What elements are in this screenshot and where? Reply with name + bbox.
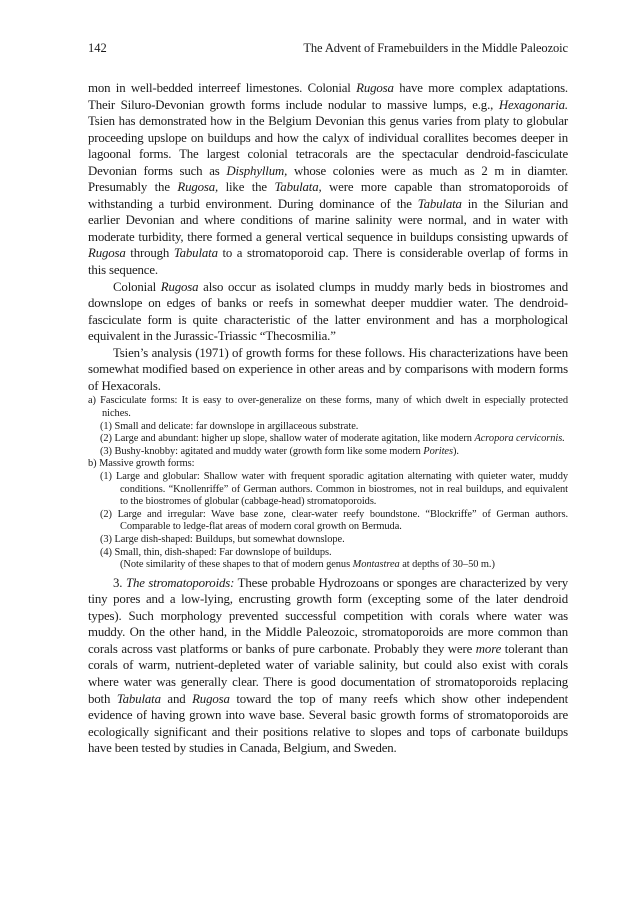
list-item-small-delicate: (1) Small and delicate: far downslope in argillaceous substrate. (100, 420, 359, 432)
list-note-montastrea (88, 559, 568, 572)
text-run: at depths of 30–50 m.) (399, 559, 495, 571)
main-text (88, 80, 568, 757)
taxon-name: Hexagonaria. (498, 97, 568, 112)
text-run: ). (452, 445, 459, 457)
list-item-fasciculate: a) Fasciculate forms: It is easy to over-generalize on these forms, many of which dwelt in especially protected niches. (88, 395, 568, 419)
text-run: Tsien has demonstrated how in the Belgium Devonian this genus varies from platy to globular proceeding upslope on buildups and how the calyx of individual corallites becomes deeper in lagoonal forms. The largest colonial tetracorals are the spectacular dendroid-fasciculate Devonian forms such as (88, 114, 568, 178)
growth-form-list (88, 395, 568, 571)
paragraph-rugosa-growth-forms (88, 80, 568, 279)
page-number: 142 (88, 41, 107, 55)
paragraph-colonial-rugosa (88, 279, 568, 345)
paragraph-tsien-analysis: Tsien’s analysis (1971) of growth forms for these follows. His characterizations have been somewhat modified based on experience in other areas and by comparisons with modern forms of Hexacorals. (88, 345, 568, 393)
text-run: These probable Hydrozoans or sponges are characterized by very tiny pores and a low-lying, encrusting growth form (excepting some of the later dendroid types). Such morphology prevented successful competition with corals where water was muddy. On the other hand, in the Middle Paleozoic, stromatoporoids are more common than corals across vast platforms or banks of pure carbonate. Probably they were (88, 575, 568, 656)
emphasis: more (475, 641, 502, 656)
taxon-name: Rugosa (192, 691, 230, 706)
text-run: and (160, 691, 193, 706)
text-run: also occur as isolated clumps in muddy marly beds in biostromes and downslope on edges of banks or reefs in somewhat deeper muddier water. The dendroid-fasciculate form is quite characteristic of the latter environment and has a morphological equivalent in the Jurassic-Triassic “Thecosmilia.” (88, 279, 568, 344)
text-run: (3) Bushy-knobby: agitated and muddy water (growth form like some modern (100, 445, 424, 457)
taxon-name: Rugosa (88, 246, 126, 261)
taxon-name: Tabulata, (274, 180, 322, 195)
taxon-name: Rugosa, (177, 180, 219, 195)
text-run: have more complex adaptations. Their Siluro-Devonian growth forms include nodular to massive lumps, e.g., (88, 81, 568, 112)
text-run: (Note similarity of these shapes to that of modern genus (120, 559, 353, 571)
taxon-name: Porites (423, 445, 453, 457)
taxon-name: Disphyllum, (226, 163, 288, 178)
page-header (88, 40, 568, 70)
list-item-bushy-knobby (88, 446, 568, 459)
list-item-large-abundant (88, 433, 568, 446)
taxon-name: Tabulata (417, 196, 462, 211)
text-run: Colonial (113, 279, 161, 294)
section-number: 3. (113, 575, 126, 590)
list-item-massive: b) Massive growth forms: (88, 458, 195, 470)
list-item-small-dish: (4) Small, thin, dish-shaped: Far downslope of buildups. (100, 546, 332, 558)
text-run: were more capable than stromatoporoids of withstanding a turbid environment. During dominance of the (88, 180, 568, 211)
taxon-name: Rugosa (160, 279, 199, 294)
list-item-large-irregular: (2) Large and irregular: Wave base zone, clear-water reefy boundstone. “Blockriffe” of German authors. Comparable to ledge-flat areas of modern coral growth on Bermuda. (100, 508, 568, 533)
taxon-name: Tabulata (116, 691, 161, 706)
section-heading: The stromatoporoids: (125, 575, 235, 590)
taxon-name: Acropora cervicornis. (474, 433, 565, 445)
text-run: toward the top of many reefs which show other independent evidence of having grown into wave base. Several basic growth forms of stromatoporoids are ecologically significant and their positions relative to slopes and tops of carbonate buildups have been tested by studies in Canada, Belgium, and Sweden. (88, 691, 569, 756)
taxon-name: Montastrea (352, 559, 400, 571)
taxon-name: Tabulata (173, 246, 218, 261)
list-item-large-globular: (1) Large and globular: Shallow water with frequent sporadic agitation alternating with quieter water, muddy conditions. “Knollenriffe” of German authors. Common in biostromes, not in real buildups, and equivalent to the biostromes of globular (cabbage-head) stromatoporoids. (100, 470, 568, 508)
text-run: like the (218, 180, 275, 195)
list-item-large-dish: (3) Large dish-shaped: Buildups, but somewhat downslope. (100, 533, 345, 545)
taxon-name: Rugosa (356, 81, 394, 95)
text-run: whose colonies were as much as 2 m in diamter. Presumably the (88, 163, 568, 195)
text-run: (2) Large and abundant: higher up slope, shallow water of moderate agitation, like modern (100, 433, 475, 445)
book-page (88, 40, 568, 757)
text-run: to a stromatoporoid cap. There is considerable overlap of forms in this sequence. (88, 246, 569, 278)
paragraph-stromatoporoids (88, 575, 568, 757)
text-run: tolerant than corals of warm, nutrient-depleted water of variable salinity, but could also exist with corals where water was generally clear. There is good documentation of stromatoporoids replacing both (88, 641, 568, 706)
text-run: mon in well-bedded interreef limestones. Colonial (88, 81, 357, 95)
text-run: through (125, 246, 174, 261)
text-run: in the Silurian and earlier Devonian and where conditions of marine salinity were normal, and in water with moderate turbidity, there formed a general vertical sequence in buildups consisting upwards of (88, 196, 568, 244)
running-title: The Advent of Framebuilders in the Middle Paleozoic (303, 41, 568, 55)
